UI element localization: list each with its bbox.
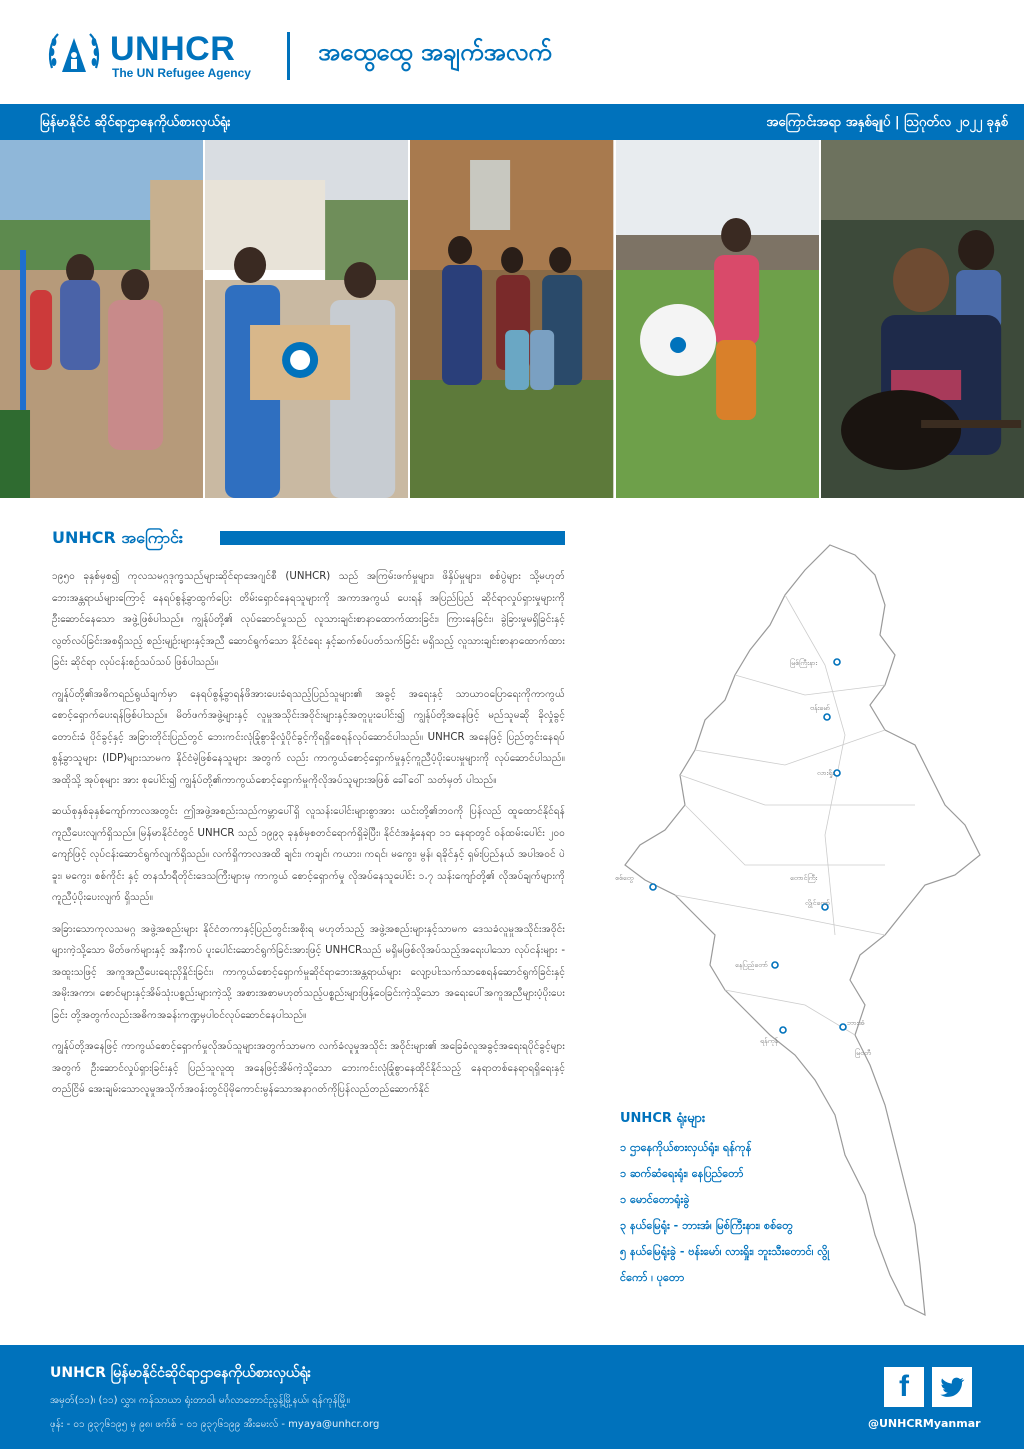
page-header — [0, 0, 1024, 104]
photo-children-washing — [0, 140, 203, 498]
band-office-name: မြန်မာနိုင်ငံ ဆိုင်ရာဌာနေကိုယ်စားလှယ်ရုံး — [40, 115, 231, 130]
about-section-title: UNHCR အကြောင်း — [52, 528, 183, 547]
office-marker-hpa-an — [840, 1024, 846, 1030]
office-marker-bhamo — [824, 714, 830, 720]
office-marker-lashio — [834, 770, 840, 776]
office-marker-myitkyina — [834, 659, 840, 665]
about-body — [52, 566, 565, 1336]
offices-title: UNHCR ရုံးများ — [620, 1111, 706, 1126]
office-marker-yangon — [780, 1027, 786, 1033]
map-place-label: မြဝတီ — [855, 1049, 871, 1057]
body-paragraph: ကျွန်ုပ်တို့အနေဖြင့် ကာကွယ်စောင့်ရှောက်မှုလိုအပ်သူများအတွက်သာမက လက်ခံလူမှုအသိုင်း အဝိုင်းများ၏ အခြေခံလူအခွင့်အရေးရပိုင်ခွင့်များအတွက် ဦးဆောင်လှုပ်ရှားခြင်းနှင့် ပြည်သူလူထု အနေဖြင့်အိမ်ကဲ့သို့သော ဘေးကင်းလုံခြုံစွာနေထိုင်နိုင်သည့် နေရာတစ်နေရာရရှိရေးနှင့် တည်ငြိမ် အေးချမ်းသောလူမှုအသိုက်အဝန်းတွင်ပိုမိုကောင်းမွန်သောအနာဂတ်ကိုပြန်လည်တည်ဆောက်နိုင် — [52, 1041, 565, 1095]
footer-contact: ဖုန်း - ၀၁ ၉၃၇၆၁၉၅ မှ ၉၈၊ ဖက်စ် - ၀၁ ၉၃၇၆၁၉၉ အီးမေးလ် - myaya@unhcr.org — [50, 1419, 380, 1430]
map-place-label: နေပြည်တော် — [735, 961, 768, 969]
map-place-label: ရန်ကုန် — [760, 1037, 779, 1045]
offices-legend — [620, 1110, 830, 1291]
twitter-icon[interactable] — [932, 1367, 972, 1407]
office-item: ၃ နယ်မြေရုံး - ဘားအံ၊ မြစ်ကြီးနား၊ စစ်တွေ — [620, 1219, 793, 1232]
map-place-label: လားရှိုး — [817, 769, 835, 777]
photo-strip — [0, 140, 1024, 498]
office-item: ၁ ဌာနေကိုယ်စားလှယ်ရုံး၊ ရန်ကုန် — [620, 1141, 752, 1154]
photo-box-handover — [205, 140, 408, 498]
twitter-handle[interactable]: @UNHCRMyanmar — [868, 1417, 981, 1430]
title-band — [0, 104, 1024, 140]
map-place-label: စစ်တွေ — [615, 874, 634, 882]
logo-subtitle: The UN Refugee Agency — [112, 66, 251, 80]
photo-family-house — [410, 140, 613, 498]
office-item: ၁ မောင်တောရုံးခွဲ — [620, 1193, 690, 1206]
page-footer — [0, 1345, 1024, 1449]
section-title-bar — [220, 531, 565, 545]
band-date: အကြောင်းအရာ အနှစ်ချုပ် | ဩဂုတ်လ ၂၀၂၂ ခုနှစ် — [766, 115, 1008, 130]
map-place-label: ဗန်းမော် — [810, 704, 831, 712]
map-place-label: တောင်ကြီး — [790, 874, 818, 882]
header-divider — [287, 32, 290, 80]
footer-address: အမှတ်(၁၁)၊ (၁၁) လွှာ၊ ကန်သာယာ ရုံးတာဝါ၊ မင်္ဂလာတောင်ညွန့်မြို့နယ်၊ ရန်ကုန်မြို့။ — [50, 1395, 350, 1406]
body-paragraph: အခြားသောကုလသမဂ္ဂ အဖွဲ့အစည်းများ နိုင်ငံတကာနှင့်ပြည်တွင်းအစိုးရ မဟုတ်သည့် အဖွဲ့အစည်းများနှင့်သာမက ဒေသခံလူမှုအသိုင်းအဝိုင်းများကဲ့သို့သော မိတ်ဖက်များနှင့် အနီးကပ် ပူးပေါင်းဆောင်ရွက်ခြင်းအားဖြင့် UNHCRသည် မရှိမဖြစ်လိုအပ်သည့်အရေးပါသော လုပ်ငန်းများ - အထူးသဖြင့် အကူအညီပေးရေးညှိနှိုင်းခြင်း၊ ကာကွယ်စောင့်ရှောက်မှုဆိုင်ရာဘေးအန္တရာယ်များ လျော့ပါးသက်သာစေရန်ဆောင်ရွက်ခြင်းနှင့် အမိုးအကာ၊ စောင်များနှင့်အိမ်သုံးပစ္စည်းများကဲ့သို့ အစားအစာမဟုတ်သည့်ပစ္စည်းများဖြန့်ဝေခြင်းကဲ့သို့သော အရေးပေါ်အကူအညီများပံ့ပိုးပေးခြင်း တို့အတွက်လည်းအဓိကအခန်းကဏ္ဍမှပါဝင်လုပ်ဆောင်နေပါသည်။ — [52, 923, 565, 1021]
map-place-label: လွိုင်ကော် — [805, 899, 830, 907]
logo-wordmark: UNHCR — [110, 30, 236, 68]
about-section-header — [52, 527, 565, 547]
office-item: ၁ ဆက်ဆံရေးရုံး၊ နေပြည်တော် — [620, 1167, 744, 1180]
footer-office-name: UNHCR မြန်မာနိုင်ငံဆိုင်ရာဌာနေကိုယ်စားလှယ်ရုံး — [50, 1365, 312, 1381]
map-place-label: ဘားအံ — [847, 1019, 865, 1027]
body-paragraph: ကျွန်ုပ်တို့၏အဓိကရည်ရွယ်ချက်မှာ နေရပ်စွန့်ခွာရန်ဖိအားပေးခံရသည့်ပြည်သူများ၏ အခွင့် အရေးနှင့် သာယာဝပြောရေးကိုကာကွယ်စောင့်ရှောက်ပေးရန်ဖြစ်ပါသည်။ မိတ်ဖက်အဖွဲ့များနှင့် လူမှုအသိုင်းအဝိုင်းများနှင့်အတူပူးပေါင်း၍ ကျွန်ုပ်တို့အနေဖြင့် မည်သူမဆို ခိုလှုံခွင့်တောင်းခံ ပိုင်ခွင့်နှင့် အခြားတိုင်းပြည်တွင် ဘေးကင်းလုံခြုံစွာခိုလှုံပိုင်ခွင့်ကိုရရှိစေရန်လုပ်ဆောင်ပါသည်။ UNHCR အနေဖြင့် ပြည်တွင်းနေရပ်စွန့်ခွာသူများ (IDP)များသာမက နိုင်ငံမဲ့ဖြစ်နေသူများ အတွက် လည်း ကာကွယ်စောင့်ရှောက်မှုနှင့်ကူညီပံ့ပိုးပေးမှုများကို လုပ်ဆောင်ပါသည်။ အထိုသို့ အုပ်စုများ အား စုပေါင်း၍ ကျွန်ုပ်တို့၏ကာကွယ်စောင့်ရှောက်မှုကိုလိုအပ်သူများအဖြစ် ခေါ်ဝေါ် သတ်မှတ် ပါသည်။ — [52, 688, 565, 786]
body-paragraph: ၁၉၅၀ ခုနှစ်မှစ၍ ကုလသမဂ္ဂဒုက္ခသည်များဆိုင်ရာအေဂျင်စီ (UNHCR) သည် အကြမ်းဖက်မှုများ၊ ဖိနှိပ်မှုများ၊ စစ်ပွဲများ သို့မဟုတ် ဘေးအန္တရာယ်များကြောင့် နေရပ်စွန့်ခွာထွက်ပြေး တိမ်းရှောင်နေရသူများကို အကာအကွယ် ပေးရန် အပြည်ပြည် ဆိုင်ရာလှုပ်ရှားမှုများကို ဦးဆောင်နေသော အဖွဲ့ဖြစ်ပါသည်။ ကျွန်ုပ်တို့၏ လုပ်ဆောင်မှုသည် လူသားချင်းစာနာထောက်ထားခြင်း၊ ကြားနေခြင်း၊ ခွဲခြားမှုမရှိခြင်းနှင့် လွတ်လပ်ခြင်းအစရှိသည့် စည်းမျဉ်းများနှင့်အညီ ဆောင်ရွက်သော နိုင်ငံရေး နှင့်ဆက်စပ်ပတ်သက်ခြင်း မရှိသည့် လူသားချင်းစာနာထောက်ထားခြင်း ဆိုင်ရာ လုပ်ငန်းစဉ်သပ်သပ် ဖြစ်ပါသည်။ — [52, 571, 565, 668]
office-marker-naypyitaw — [772, 962, 778, 968]
office-marker-sittwe — [650, 884, 656, 890]
photo-father-guitar — [821, 140, 1024, 498]
photo-girl-bucket — [616, 140, 819, 498]
office-item: ၅ နယ်မြေရုံးခွဲ - ဗန်းမော်၊ လားရှိုး၊ ဘူးသီးတောင်၊ လွိုင်ကော် ၊ ပုတော — [620, 1245, 830, 1284]
document-title: အထွေထွေ အချက်အလက် — [318, 38, 552, 66]
body-paragraph: ဆယ်စုနှစ်ခုနှစ်ကျော်ကာလအတွင်း ဤအဖွဲ့အစည်းသည်ကမ္ဘာပေါ်ရှိ လူသန်းပေါင်းများစွာအား ယင်းတို့၏ဘဝကို ပြန်လည် ထူထောင်နိုင်ရန်ကူညီပေးလျက်ရှိသည်။ မြန်မာနိုင်ငံတွင် UNHCR သည် ၁၉၉၃ ခုနှစ်မှစတင်ရောက်ရှိခဲ့ပြီး၊ နိုင်ငံအနှံ့နေရာ ၁၁ နေရာတွင် ဝန်ထမ်းပေါင်း ၂၀၀ ကျော်ဖြင့် လုပ်ငန်းဆောင်ရွက်လျက်ရှိသည်။ လက်ရှိကာလအထိ ချင်း၊ ကချင်၊ ကယား၊ ကရင်၊ မကွေး၊ မွန်၊ ရခိုင်နှင့် ရှမ်းပြည်နယ် အပါအဝင် ပဲခူး၊ မကွေး၊ စစ်ကိုင်း နှင့် တနင်္သာရီတိုင်းဒေသကြီးများမှ ကာကွယ် စောင့်ရှောက်မှု လိုအပ်နေသူပေါင်း ၁.၇ သန်းကျော်တို့၏ လိုအပ်ချက်များကို ကူညီပံ့ပိုးပေးလျက် ရှိသည်။ — [52, 806, 565, 903]
facebook-icon[interactable]: f — [884, 1367, 924, 1407]
map-place-label: မြစ်ကြီးနား — [790, 659, 818, 667]
unhcr-logo-icon — [44, 28, 104, 80]
